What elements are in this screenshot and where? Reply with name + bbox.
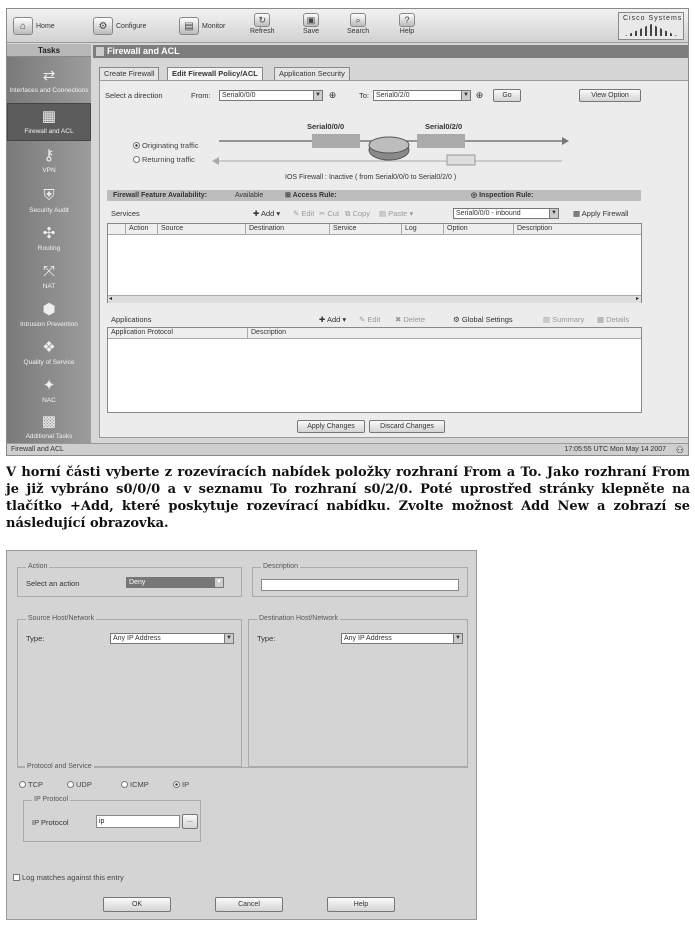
cisco-logo xyxy=(618,12,684,40)
save-button[interactable] xyxy=(303,13,319,39)
services-table xyxy=(107,223,642,303)
applications-table xyxy=(107,327,642,413)
protocol-group-title: Protocol and Service xyxy=(27,763,92,770)
left-interface-label: Serial0/0/0 xyxy=(307,122,345,131)
go-button[interactable]: Go xyxy=(493,89,521,102)
view-option-button[interactable]: View Option xyxy=(579,89,641,102)
sidebar-item-label: NAC xyxy=(42,397,56,404)
dest-type-select[interactable] xyxy=(341,633,463,644)
applications-delete-button[interactable]: ✖ Delete xyxy=(395,315,426,324)
nac-icon: ✦ xyxy=(42,377,56,394)
sidebar-item-vpn[interactable] xyxy=(7,143,91,181)
services-label: Services xyxy=(111,209,140,218)
inspection-rule-text: Inspection Rule: xyxy=(479,192,534,199)
scroll-left-icon: ◂ xyxy=(109,296,113,302)
from-interface-select[interactable] xyxy=(219,90,323,101)
source-group xyxy=(17,615,242,767)
protocol-label: UDP xyxy=(76,780,92,789)
destination-group-title: Destination Host/Network xyxy=(259,615,338,622)
sidebar-item-additional-tasks[interactable] xyxy=(7,409,91,447)
chevron-down-icon: ▼ xyxy=(549,209,558,218)
select-action-value: Deny xyxy=(129,579,146,586)
help-icon: ? xyxy=(399,13,415,27)
right-interface-marker xyxy=(417,134,465,148)
select-action-dropdown[interactable] xyxy=(126,577,224,588)
ip-protocol-browse-button[interactable]: ... xyxy=(182,814,198,829)
source-group-title: Source Host/Network xyxy=(28,615,95,622)
availability-value: Available xyxy=(235,192,264,199)
sidebar-item-label: Security Audit xyxy=(29,207,69,214)
protocol-radio-udp[interactable] xyxy=(67,780,92,789)
applications-label: Applications xyxy=(111,315,152,324)
left-interface-marker xyxy=(312,134,360,148)
radio-icon xyxy=(121,781,128,788)
delete-label: Delete xyxy=(403,315,426,324)
action-group xyxy=(17,563,242,597)
sidebar-item-label: Interfaces and Connections xyxy=(9,87,89,94)
apply-firewall-label: Apply Firewall xyxy=(581,209,629,218)
chevron-down-icon: ▼ xyxy=(224,634,233,643)
column-header[interactable]: Description xyxy=(514,224,641,235)
configure-icon: ⚙ xyxy=(93,17,113,35)
sidebar-item-label: Firewall and ACL xyxy=(24,128,74,135)
feature-availability-bar xyxy=(107,190,641,201)
home-button[interactable] xyxy=(13,13,55,39)
details-button[interactable]: ▦ Details xyxy=(597,315,630,324)
sidebar-item-label: Routing xyxy=(37,245,61,252)
column-header[interactable]: Service xyxy=(330,224,402,235)
configure-label: Configure xyxy=(116,22,147,30)
radio-icon xyxy=(133,142,140,149)
instruction-paragraph: V horní části vyberte z rozevíracích nabídek položky rozhraní From a To. Jako rozhraní From je již vybráno s0/0/0 a v seznamu To rozhraní s0/2/0. Poté uprostřed stránky klepněte na tlačítko +Add, které poskytuje rozevírací nabídku. Zvolte možnost Add New a zobrazí se následující obrazovka. xyxy=(6,465,690,531)
sidebar-item-nac[interactable] xyxy=(7,373,91,411)
qos-icon: ❖ xyxy=(42,339,56,356)
ok-button[interactable]: OK xyxy=(103,897,171,912)
firewall-icon: ▦ xyxy=(41,108,57,125)
status-bar xyxy=(7,443,689,456)
source-type-select[interactable] xyxy=(110,633,234,644)
edit-label: Edit xyxy=(301,209,315,218)
add-label: Add xyxy=(260,209,275,218)
originating-traffic-radio[interactable] xyxy=(133,141,199,150)
routing-icon: ✣ xyxy=(42,225,56,242)
panel-title xyxy=(93,45,689,58)
monitor-button[interactable] xyxy=(179,13,225,39)
checkbox-icon xyxy=(13,874,20,881)
main-toolbar xyxy=(7,9,689,43)
global-settings-label: Global Settings xyxy=(461,315,513,324)
log-matches-label: Log matches against this entry xyxy=(22,873,124,882)
radio-icon xyxy=(67,781,74,788)
panel-icon xyxy=(96,47,104,56)
home-icon: ⌂ xyxy=(13,17,33,35)
monitor-label: Monitor xyxy=(202,22,226,30)
search-button[interactable] xyxy=(347,13,369,39)
services-copy-button[interactable]: ⧉ Copy xyxy=(345,209,370,218)
protocol-label: IP xyxy=(182,780,190,789)
chevron-down-icon: ▼ xyxy=(313,91,322,100)
returning-arrow xyxy=(212,157,219,165)
sidebar-item-qos[interactable] xyxy=(7,335,91,373)
add-label: Add xyxy=(326,315,341,324)
services-cut-button[interactable]: ✂ Cut xyxy=(319,209,340,218)
column-header[interactable]: Destination xyxy=(246,224,330,235)
description-group-title: Description xyxy=(263,563,299,570)
tab-create-firewall[interactable]: Create Firewall xyxy=(99,67,159,80)
sidebar-item-routing[interactable] xyxy=(7,221,91,259)
logo-text: Cisco Systems xyxy=(623,15,683,22)
intrusion-prevention-icon: ⬢ xyxy=(42,301,56,318)
action-group-title: Action xyxy=(28,563,48,570)
panel-title-text: Firewall and ACL xyxy=(107,46,180,56)
configure-button[interactable] xyxy=(93,13,146,39)
save-icon: ▣ xyxy=(303,13,319,27)
edit-label: Edit xyxy=(367,315,381,324)
sidebar-item-intrusion-prevention[interactable] xyxy=(7,297,91,335)
tab-edit-firewall-policy[interactable]: Edit Firewall Policy/ACL xyxy=(167,67,263,80)
column-header[interactable]: Description xyxy=(248,328,641,339)
vpn-icon: ⚷ xyxy=(43,147,55,164)
protocol-label: TCP xyxy=(28,780,43,789)
column-header[interactable]: Option xyxy=(444,224,514,235)
ip-protocol-group xyxy=(23,796,201,842)
services-hscrollbar[interactable] xyxy=(108,295,641,303)
from-details-icon[interactable]: ⊕ xyxy=(328,90,337,100)
sidebar-item-security-audit[interactable] xyxy=(7,183,91,221)
tab-application-security[interactable]: Application Security xyxy=(274,67,350,80)
firewall-status: IOS Firewall : Inactive ( from Serial0/0/0 to Serial0/2/0 ) xyxy=(285,174,457,181)
global-settings-button[interactable]: ⚙ Global Settings xyxy=(453,315,513,324)
dest-type-value: Any IP Address xyxy=(344,635,392,642)
ip-protocol-label: IP Protocol xyxy=(32,818,69,827)
sidebar-item-label: NAT xyxy=(42,283,56,290)
chevron-down-icon: ▼ xyxy=(453,634,462,643)
description-input[interactable] xyxy=(261,579,459,591)
details-label: Details xyxy=(606,315,630,324)
additional-tasks-icon: ▩ xyxy=(41,413,57,430)
protocol-radio-icmp[interactable] xyxy=(121,780,149,789)
sidebar-item-label: VPN xyxy=(42,167,56,174)
chevron-down-icon: ▼ xyxy=(461,91,470,100)
to-details-icon[interactable]: ⊕ xyxy=(475,90,484,100)
cisco-bars-icon xyxy=(625,24,677,36)
sidebar-item-label: Quality of Service xyxy=(23,359,75,366)
home-label: Home xyxy=(36,22,55,30)
radio-icon xyxy=(19,781,26,788)
applications-add-button[interactable]: ✚ Add ▾ xyxy=(319,315,347,324)
to-interface-value: Serial0/2/0 xyxy=(376,92,410,99)
log-matches-checkbox[interactable] xyxy=(13,873,124,882)
sidebar-item-label: Additional Tasks xyxy=(25,433,73,440)
help-dialog-button[interactable]: Help xyxy=(327,897,395,912)
row-header-cell xyxy=(108,224,126,235)
refresh-icon: ↻ xyxy=(254,13,270,27)
service-filter-select[interactable] xyxy=(453,208,559,219)
protocol-radio-tcp[interactable] xyxy=(19,780,43,789)
sidebar-item-interfaces[interactable] xyxy=(7,63,91,101)
discard-changes-button[interactable]: Discard Changes xyxy=(369,420,445,433)
applications-edit-button[interactable]: ✎ Edit xyxy=(359,315,381,324)
apply-firewall-button[interactable]: ▦ Apply Firewall xyxy=(573,209,629,218)
description-group xyxy=(252,563,468,597)
summary-label: Summary xyxy=(552,315,585,324)
sidebar-item-firewall[interactable] xyxy=(7,103,91,141)
add-rule-dialog xyxy=(6,550,477,920)
service-filter-value: Serial0/0/0 - inbound xyxy=(456,210,521,217)
radio-icon xyxy=(133,156,140,163)
interfaces-icon: ⇄ xyxy=(42,67,56,84)
to-label: To: xyxy=(359,91,370,100)
select-action-label: Select an action xyxy=(26,579,80,588)
help-button[interactable] xyxy=(399,13,415,39)
apply-changes-button[interactable]: Apply Changes xyxy=(297,420,365,433)
source-type-label: Type: xyxy=(26,634,45,643)
nat-icon: ⤧ xyxy=(42,263,55,280)
scroll-right-icon: ▸ xyxy=(635,296,639,302)
security-audit-icon: ⛨ xyxy=(43,187,55,204)
returning-marker xyxy=(447,155,475,165)
from-interface-value: Serial0/0/0 xyxy=(222,92,256,99)
save-label: Save xyxy=(303,28,319,35)
returning-traffic-radio[interactable] xyxy=(133,155,195,164)
protocol-radio-ip[interactable] xyxy=(173,780,189,789)
radio-icon xyxy=(173,781,180,788)
services-paste-button[interactable]: ▤ Paste ▾ xyxy=(379,209,414,218)
availability-label: Firewall Feature Availability: xyxy=(113,192,208,199)
status-clock: 17:05:55 UTC Mon May 14 2007 xyxy=(564,446,666,453)
from-label: From: xyxy=(191,91,211,100)
cut-label: Cut xyxy=(327,209,340,218)
originating-arrow xyxy=(562,137,569,145)
column-header[interactable]: Source xyxy=(158,224,246,235)
column-header[interactable]: Action xyxy=(126,224,158,235)
router-top-icon xyxy=(369,137,409,153)
originating-label: Originating traffic xyxy=(142,141,199,150)
connection-icon: ⚇ xyxy=(675,445,684,455)
refresh-label: Refresh xyxy=(250,28,275,35)
protocol-group xyxy=(17,763,468,863)
column-header[interactable]: Log xyxy=(402,224,444,235)
summary-button[interactable]: ▤ Summary xyxy=(543,315,585,324)
sidebar-item-label: Intrusion Prevention xyxy=(20,321,78,328)
right-interface-label: Serial0/2/0 xyxy=(425,122,463,131)
ip-protocol-group-title: IP Protocol xyxy=(34,796,69,803)
to-interface-select[interactable] xyxy=(373,90,471,101)
column-header[interactable]: Application Protocol xyxy=(108,328,248,339)
source-type-value: Any IP Address xyxy=(113,635,161,642)
direction-label: Select a direction xyxy=(105,91,163,100)
status-left: Firewall and ACL xyxy=(11,446,64,453)
task-sidebar xyxy=(7,57,91,443)
services-add-button[interactable]: ✚ Add ▾ xyxy=(253,209,281,218)
returning-label: Returning traffic xyxy=(142,155,195,164)
destination-group xyxy=(248,615,468,767)
refresh-button[interactable] xyxy=(250,13,275,39)
sdm-window xyxy=(6,8,689,456)
search-icon: ⌕ xyxy=(350,13,366,27)
search-label: Search xyxy=(347,28,370,35)
sidebar-item-nat[interactable] xyxy=(7,259,91,297)
help-label: Help xyxy=(399,28,415,35)
services-edit-button[interactable]: ✎ Edit xyxy=(293,209,315,218)
copy-label: Copy xyxy=(352,209,370,218)
tasks-header: Tasks xyxy=(7,44,91,57)
monitor-icon: ▤ xyxy=(179,17,199,35)
dest-type-label: Type: xyxy=(257,634,276,643)
protocol-label: ICMP xyxy=(130,780,149,789)
cancel-button[interactable]: Cancel xyxy=(215,897,283,912)
ip-protocol-input[interactable]: ip xyxy=(96,815,180,828)
inspection-rule-label: ◎ Inspection Rule: xyxy=(471,192,534,199)
access-rule-text: Access Rule: xyxy=(292,192,337,199)
access-rule-label: ⊞ Access Rule: xyxy=(285,192,337,199)
paste-label: Paste xyxy=(388,209,408,218)
chevron-down-icon: ▼ xyxy=(214,578,223,587)
